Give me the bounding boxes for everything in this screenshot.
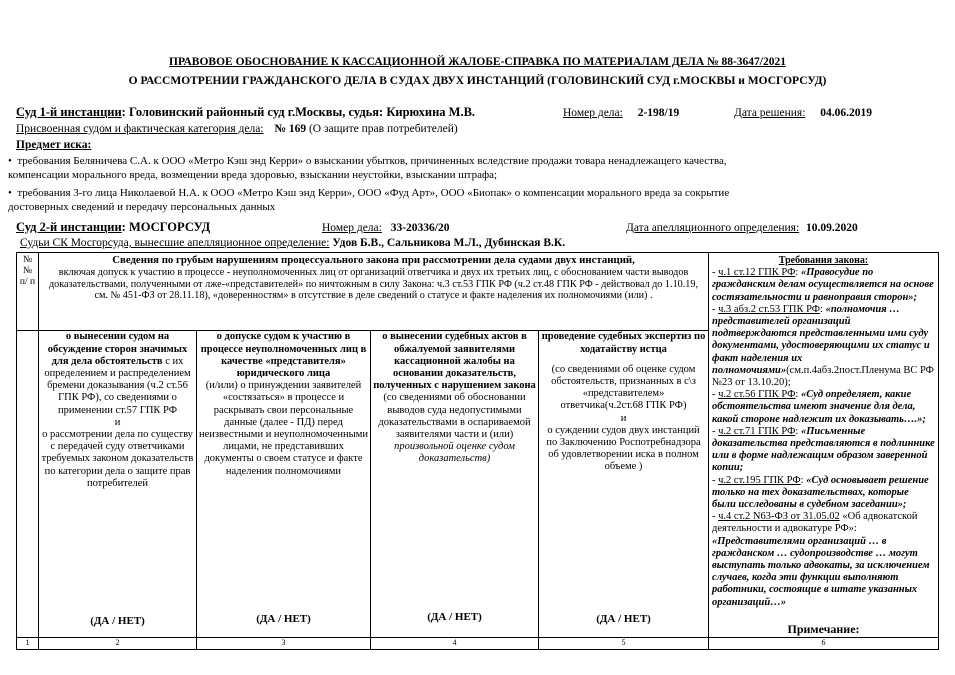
court2-date xyxy=(626,222,858,234)
court2-case xyxy=(322,222,450,234)
court1-label: Суд 1-й инстанции xyxy=(16,105,122,119)
subject-item-2-line1: требования 3-го лица Николаевой Н.А. к ООО «Метро Кэш энд Керри», ООО «Фуд Арт», ООО «Биопак» о компенсации морального вреда за сокрытие xyxy=(17,187,730,199)
court1-case-label: Номер дела: xyxy=(563,107,623,119)
court1-date xyxy=(734,107,872,119)
col5-text2: о суждении судов двух инстанций по Заключению Роспотребнадзора об удовлетворении иска в полном объеме ) xyxy=(546,424,701,473)
num-cell xyxy=(17,331,39,638)
col3-cell xyxy=(197,331,371,638)
main-header xyxy=(39,253,709,331)
court1-case xyxy=(563,107,679,119)
subject-item-1-line2: компенсации морального вреда, возмещении вреда здоровью, взыскании неустойки, взыскании штрафа; xyxy=(8,169,498,181)
court1-date-label: Дата решения: xyxy=(734,107,806,119)
court1-case-value: 2-198/19 xyxy=(637,107,680,119)
law-item-4: - ч.2 ст.71 ГПК РФ: «Письменные доказательства представляются в подлиннике или в форме надлежащим образом заверенной копии; xyxy=(712,425,935,474)
category-value: № 169 xyxy=(274,123,307,135)
court2-date-value: 10.09.2020 xyxy=(806,222,858,234)
col5-and: и xyxy=(620,412,627,424)
court2-date-label: Дата апелляционного определения: xyxy=(626,222,800,234)
colnum-2: 2 xyxy=(39,638,197,650)
category-line xyxy=(16,123,458,135)
court1-date-value: 04.06.2019 xyxy=(820,107,873,119)
court2-case-label: Номер дела: xyxy=(322,222,382,234)
subject-item-2 xyxy=(8,186,943,214)
court1-line xyxy=(16,105,475,120)
court2-value: : МОСГОРСУД xyxy=(121,220,211,234)
col4-cell xyxy=(371,331,539,638)
bullet-icon: • xyxy=(8,155,18,167)
col2-text2: о рассмотрении дела по существу с передачей суду ответчиками требуемых законом доказательств по категории дела о защите прав потребителей xyxy=(41,429,194,489)
court2-line xyxy=(16,220,210,235)
num-header: № № п/ п xyxy=(17,253,39,331)
document-subtitle: О РАССМОТРЕНИИ ГРАЖДАНСКОГО ДЕЛА В СУДАХ ДВУХ ИНСТАНЦИЙ (ГОЛОВИНСКИЙ СУД г.МОСКВЫ и МОСГОРСУД) xyxy=(128,75,827,87)
law-item-3: - ч.2 ст.56 ГПК РФ: «Суд определяет, какие обстоятельства имеют значение для дела, какой стороне надлежит их доказывать….»; xyxy=(712,389,926,425)
court2-label: Суд 2-й инстанции xyxy=(16,220,122,234)
category-note: (О защите прав потребителей) xyxy=(308,123,458,135)
colnum-6: 6 xyxy=(709,638,939,650)
judges-value: Удов Б.В., Сальникова М.Л., Дубинская В.К. xyxy=(332,237,566,249)
colnum-4: 4 xyxy=(371,638,539,650)
col4-bold: о вынесении судебных актов в обжалуемой заявителями кассационной жалобы на основании доказательств, полученных с нарушением закона xyxy=(373,331,536,392)
law-item-5: - ч.2 ст.195 ГПК РФ: «Суд основывает решение только на тех доказательствах, которые были исследованы в судебном заседании»; xyxy=(712,474,929,511)
col3-yes-no: (ДА / НЕТ) xyxy=(256,612,311,625)
court2-case-value: 33-20336/20 xyxy=(390,222,450,234)
court1-value: : Головинский районный суд г.Москвы, судья: Кирюхина М.В. xyxy=(121,105,476,119)
col3-text: (и/или) о принуждении заявителей «состязаться» в процессе и раскрывать свои персональные данные (далее - ПД) перед неизвестными и неуполномоченными лицами, не представивших документы о своем статусе и факте наделения полномочиями xyxy=(199,380,368,477)
col2-and: и xyxy=(114,416,121,428)
subject-item-2-line2: достоверных сведений и передачу персональных данных xyxy=(8,201,276,213)
colnum-3: 3 xyxy=(197,638,371,650)
judges-label: Судьи СК Мосгорсуда, вынесшие апелляционное определение: xyxy=(20,237,330,249)
col5-cell xyxy=(539,331,709,638)
bullet-icon: • xyxy=(8,187,18,199)
category-label: Присвоенная судом и фактическая категория дела: xyxy=(16,123,264,135)
violations-table xyxy=(16,252,939,650)
col2-text1: с их определением и распределением бремени доказывания (ч.2 ст.56 ГПК РФ), со сведениями о применении ст.57 ГПК РФ xyxy=(44,355,191,416)
judges-line xyxy=(20,237,565,249)
law-requirements-cell xyxy=(709,253,939,638)
law-title: Требования закона: xyxy=(778,255,869,266)
col4-text: (со сведениями об обосновании выводов суда недопустимыми доказательствами в оспариваемой заявителями части и (или) произвольной оценке судом доказательств) xyxy=(378,392,531,465)
col5-text1: (со сведениями об оценке судом обстоятельств, признанных в с\з «представителем» ответчика(ч.2ст.68 ГПК РФ) xyxy=(551,363,696,412)
subject-item-1 xyxy=(8,154,943,182)
colnum-1: 1 xyxy=(17,638,39,650)
main-header-text: включая допуск к участию в процессе - неуполномоченных лиц от организаций ответчика и двух их третьих лиц, с обоснованием части выводов доказательствами, полученными от лже-«представителей» по ничтожным в силу Закона: ч.3 ст.53 ГПК РФ (ч.2 ст.48 ГПК РФ - действовал до 1.10.19, см. № 451-ФЗ от 28.11.18), «доверенностям» в отсутствие в деле сведений о статусе и факте наделения их полномочиями (или) . xyxy=(48,266,699,302)
main-header-title: Сведения по грубым нарушениям процессуального закона при рассмотрении дела судами двух инстанций, xyxy=(112,254,635,266)
col3-bold: о допуске судом к участию в процессе неуполномоченных лиц в качестве «представителя» юридического лица xyxy=(200,331,367,380)
col2-yes-no: (ДА / НЕТ) xyxy=(90,614,145,627)
note-label: Примечание: xyxy=(787,621,860,636)
col2-bold: о вынесении судом на обсуждение сторон значимых для дела обстоятельств xyxy=(47,331,188,367)
col4-yes-no: (ДА / НЕТ) xyxy=(427,610,482,623)
document-title: ПРАВОВОЕ ОБОСНОВАНИЕ К КАССАЦИОННОЙ ЖАЛОБЕ-СПРАВКА ПО МАТЕРИАЛАМ ДЕЛА № 88-3647/2021 xyxy=(169,56,786,68)
col5-yes-no: (ДА / НЕТ) xyxy=(596,612,651,625)
law-item-1: - ч.1 ст.12 ГПК РФ: «Правосудие по гражданским делам осуществляется на основе состязательности и равноправия сторон»; xyxy=(712,267,934,303)
law-item-6: - ч.4 ст.2 N63-ФЗ от 31.05.02 «Об адвокатской деятельности и адвокатуре РФ»: «Представителями организаций … в гражданском … судопроизводстве … могут выступать только адвокаты, за исключением случаев, когда эти функции выполняют работники, состоящие в штате указанных организаций…» xyxy=(712,511,930,608)
law-item-2: - ч.3 абз.2 ст.53 ГПК РФ: «полномочия … представителей организаций подтверждаются представленными ими суду документами, удостоверяющими их статус и факт наделения их полномочиями»(см.п.4абз.2пост.Пленума ВС РФ №23 от 13.10.20); xyxy=(712,303,934,389)
colnum-5: 5 xyxy=(539,638,709,650)
subject-item-1-line1: требования Беляничева С.А. к ООО «Метро Кэш энд Керри» о взыскании убытков, причиненных вследствие продажи товара ненадлежащего качества, xyxy=(17,155,727,167)
subject-label: Предмет иска: xyxy=(16,139,92,151)
col5-bold: проведение судебных экспертиз по ходатайству истца xyxy=(541,331,706,355)
col2-cell xyxy=(39,331,197,638)
